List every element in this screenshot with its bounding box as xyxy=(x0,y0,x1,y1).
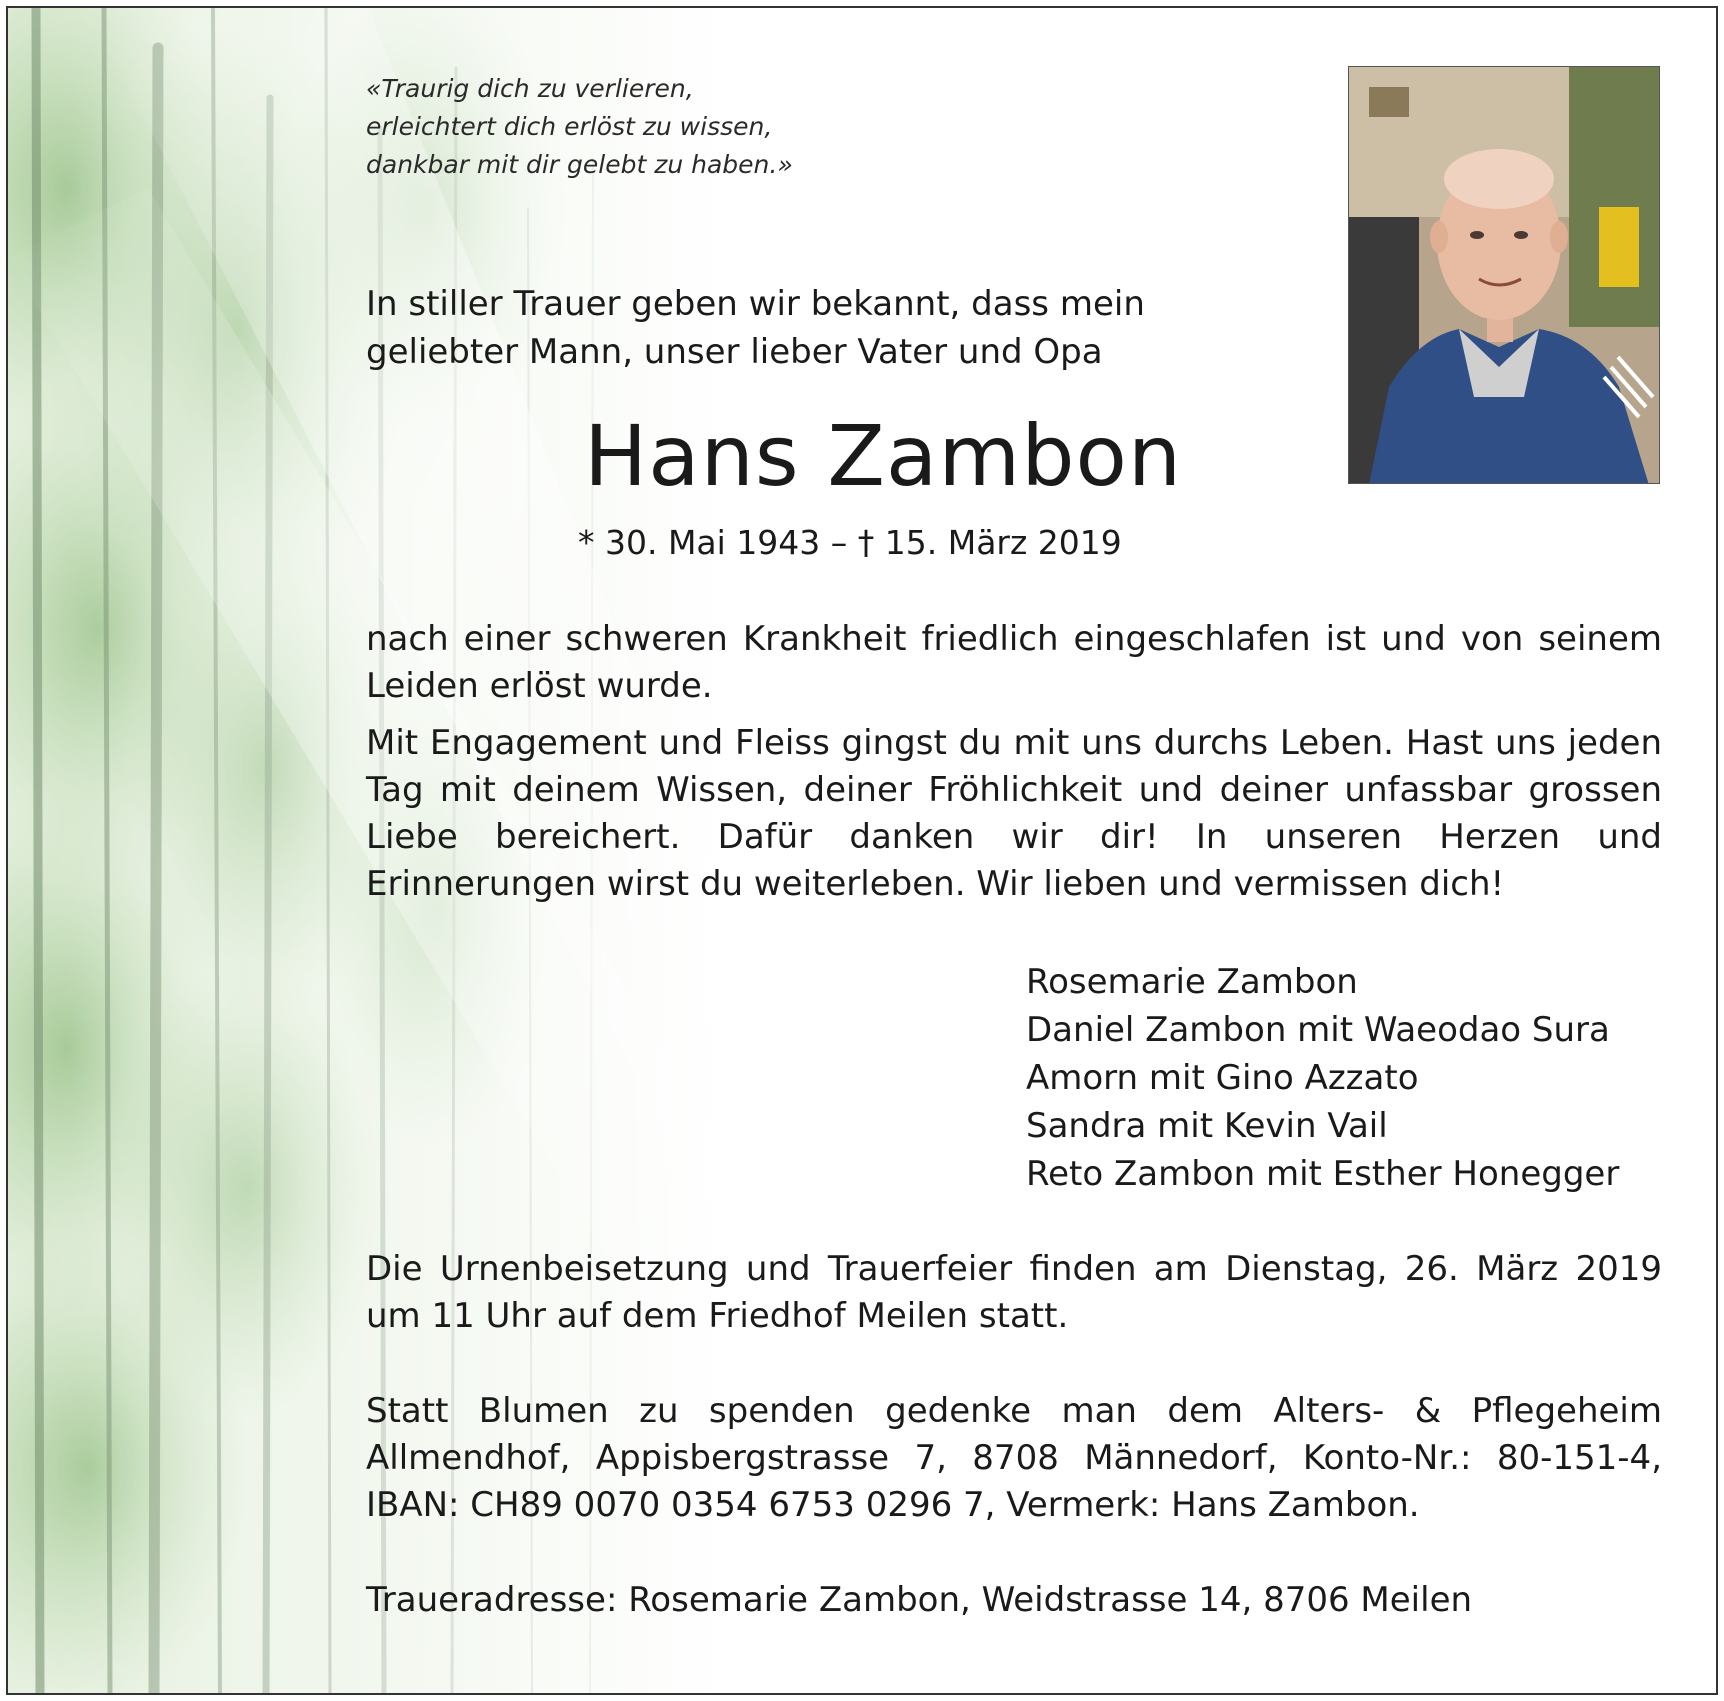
donation-notice: Statt Blumen zu spenden gedenke man dem Alters- & Pflegeheim Allmendhof, Appisbergstrasse 7, 8708 Männedorf, Konto-Nr.: 80-151-4, IBAN: CH89 0070 0354 6753 0296 7, Vermerk: Hans Zambon. xyxy=(366,1391,1662,1525)
passing-paragraph: nach einer schweren Krankheit friedlich eingeschlafen ist und von seinem Leiden erlöst wurde. xyxy=(366,619,1662,706)
mourner-name: Daniel Zambon mit Waeodao Sura xyxy=(1026,1010,1610,1050)
quote-line: erleichtert dich erlöst zu wissen, xyxy=(366,112,773,141)
intro-line: In stiller Trauer geben wir bekannt, dass mein xyxy=(366,284,1145,324)
mourner-name: Amorn mit Gino Azzato xyxy=(1026,1058,1419,1098)
quote-line: «Traurig dich zu verlieren, xyxy=(366,74,694,103)
intro-line: geliebter Mann, unser lieber Vater und Opa xyxy=(366,332,1103,372)
mourning-address: Traueradresse: Rosemarie Zambon, Weidstrasse 14, 8706 Meilen xyxy=(366,1580,1473,1620)
portrait-photo xyxy=(1348,66,1660,484)
life-dates: * 30. Mai 1943 – † 15. März 2019 xyxy=(578,523,1122,562)
obituary-notice xyxy=(6,6,1718,1695)
quote-line: dankbar mit dir gelebt zu haben.» xyxy=(366,150,793,179)
memorial-quote xyxy=(366,70,793,184)
mourner-name: Rosemarie Zambon xyxy=(1026,962,1358,1002)
mourner-name: Sandra mit Kevin Vail xyxy=(1026,1106,1388,1146)
announcement-intro xyxy=(366,280,1145,376)
ceremony-details: Die Urnenbeisetzung und Trauerfeier finden am Dienstag, 26. März 2019 um 11 Uhr auf dem Friedhof Meilen statt. xyxy=(366,1249,1662,1336)
mourner-name: Reto Zambon mit Esther Honegger xyxy=(1026,1154,1620,1194)
mourners-list xyxy=(1026,958,1619,1198)
tribute-paragraph: Mit Engagement und Fleiss gingst du mit uns durchs Leben. Hast uns jeden Tag mit deinem Wissen, deiner Fröhlichkeit und deiner unfassbar grossen Liebe bereichert. Dafür danken wir dir! In unseren Herzen und Erinnerungen wirst du weiterleben. Wir lieben und vermissen dich! xyxy=(366,723,1662,904)
deceased-name: Hans Zambon xyxy=(584,407,1183,505)
portrait-image xyxy=(1349,67,1660,484)
